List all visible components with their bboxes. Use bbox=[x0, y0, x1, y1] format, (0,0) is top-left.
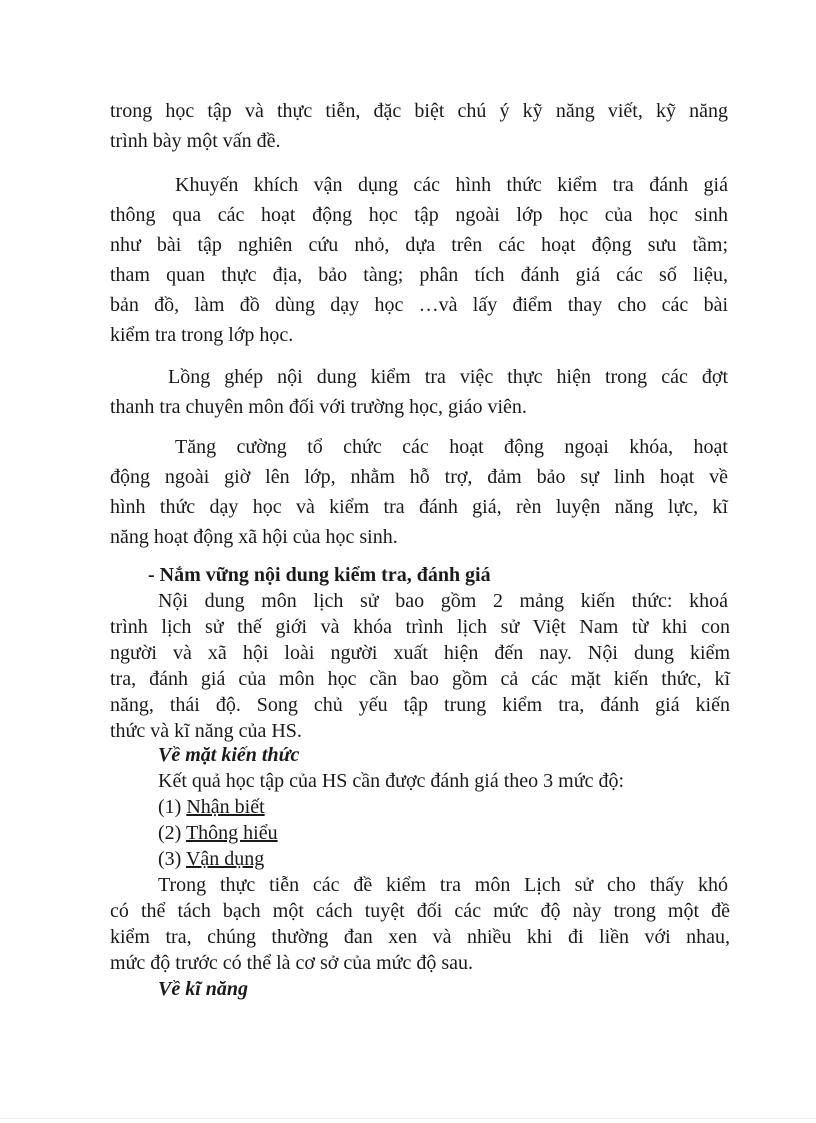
subsection-heading: Về kĩ năng bbox=[158, 978, 249, 1000]
paragraph-line: có thể tách bạch một cách tuyệt đối các mức độ này trong một đề bbox=[110, 900, 730, 922]
list-item bbox=[158, 846, 264, 872]
paragraph-line: thanh tra chuyên môn đối với trường học, giáo viên. bbox=[110, 396, 527, 418]
list-number: (2) bbox=[158, 822, 182, 844]
paragraph-line: kiểm tra, chúng thường đan xen và nhiều khi đi liền với nhau, bbox=[110, 926, 730, 948]
paragraph-line: người và xã hội loài người xuất hiện đến nay. Nội dung kiểm bbox=[110, 642, 730, 664]
paragraph-line: năng, thái độ. Song chủ yếu tập trung kiểm tra, đánh giá kiến bbox=[110, 694, 730, 716]
paragraph-line: trong học tập và thực tiễn, đặc biệt chú ý kỹ năng viết, kỹ năng bbox=[110, 100, 728, 122]
paragraph-line: thông qua các hoạt động học tập ngoài lớp học của học sinh bbox=[110, 204, 728, 226]
list-item bbox=[158, 794, 265, 820]
paragraph-line: động ngoài giờ lên lớp, nhằm hỗ trợ, đảm bảo sự linh hoạt về bbox=[110, 466, 728, 488]
paragraph-line: thức và kĩ năng của HS. bbox=[110, 720, 302, 742]
paragraph-line: như bài tập nghiên cứu nhỏ, dựa trên các hoạt động sưu tầm; bbox=[110, 234, 728, 256]
paragraph-line: trình bày một vấn đề. bbox=[110, 130, 281, 152]
subsection-heading: Về mặt kiến thức bbox=[158, 744, 300, 766]
list-label: Thông hiểu bbox=[185, 822, 278, 844]
paragraph-line: Kết quả học tập của HS cần được đánh giá theo 3 mức độ: bbox=[158, 770, 625, 792]
page-edge-divider bbox=[0, 1118, 816, 1119]
paragraph-line: năng hoạt động xã hội của học sinh. bbox=[110, 526, 398, 548]
paragraph-line: tham quan thực địa, bảo tàng; phân tích đánh giá các số liệu, bbox=[110, 264, 728, 286]
list-item bbox=[158, 820, 278, 846]
list-number: (3) bbox=[158, 848, 182, 870]
paragraph-line: mức độ trước có thể là cơ sở của mức độ sau. bbox=[110, 952, 474, 974]
paragraph-line: Trong thực tiễn các đề kiểm tra môn Lịch sử cho thấy khó bbox=[158, 874, 728, 896]
paragraph-line: trình lịch sử thế giới và khóa trình lịch sử Việt Nam từ khi con bbox=[110, 616, 730, 638]
paragraph-line: Lồng ghép nội dung kiểm tra việc thực hiện trong các đợt bbox=[168, 366, 728, 388]
paragraph-line: Khuyến khích vận dụng các hình thức kiểm tra đánh giá bbox=[175, 174, 728, 196]
paragraph-line: kiểm tra trong lớp học. bbox=[110, 324, 294, 346]
section-heading: - Nắm vững nội dung kiểm tra, đánh giá bbox=[148, 564, 491, 586]
list-label: Nhận biết bbox=[186, 796, 265, 818]
paragraph-line: bản đồ, làm đồ dùng dạy học …và lấy điểm thay cho các bài bbox=[110, 294, 728, 316]
paragraph-line: Nội dung môn lịch sử bao gồm 2 mảng kiến thức: khoá bbox=[158, 590, 728, 612]
paragraph-line: hình thức dạy học và kiểm tra đánh giá, rèn luyện năng lực, kĩ bbox=[110, 496, 728, 518]
paragraph-line: tra, đánh giá của môn học cần bao gồm cả các mặt kiến thức, kĩ bbox=[110, 668, 730, 690]
paragraph-line: Tăng cường tổ chức các hoạt động ngoại khóa, hoạt bbox=[175, 436, 728, 458]
list-label: Vận dụng bbox=[185, 848, 265, 870]
list-number: (1) bbox=[158, 796, 182, 818]
